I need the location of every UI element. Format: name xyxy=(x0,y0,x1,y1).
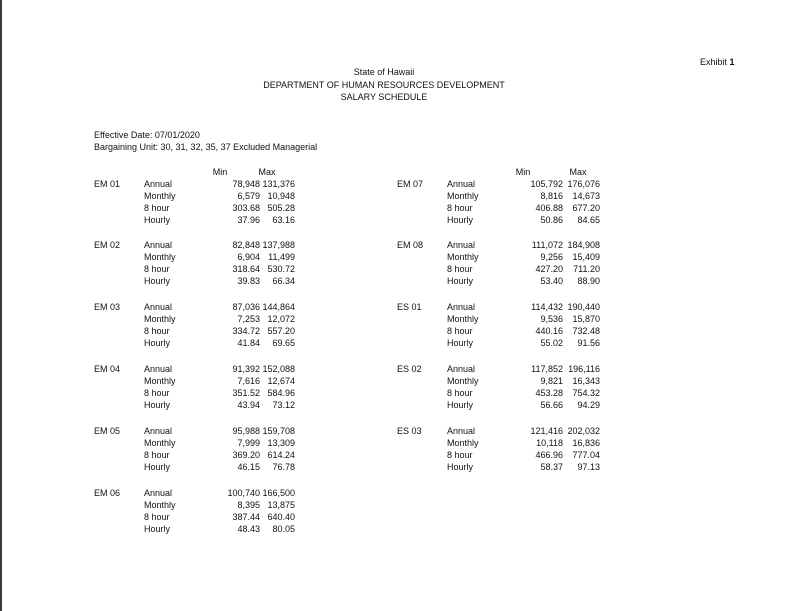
min-value: 6,904 xyxy=(237,252,260,262)
salary-row xyxy=(397,438,657,450)
bargaining-unit: Bargaining Unit: 30, 31, 32, 35, 37 Excluded Managerial xyxy=(94,142,318,152)
min-value: 121,416 xyxy=(530,426,563,436)
salary-row xyxy=(94,302,354,314)
max-value: 152,088 xyxy=(262,364,295,374)
min-value: 114,432 xyxy=(531,302,563,312)
min-value: 334.72 xyxy=(232,326,260,336)
max-value: 76.78 xyxy=(272,462,295,472)
rate-type-label: Hourly xyxy=(144,524,171,534)
salary-row xyxy=(94,524,354,536)
salary-row xyxy=(94,338,354,350)
max-value: 137,988 xyxy=(262,240,295,250)
max-value: 73.12 xyxy=(272,400,295,410)
salary-row xyxy=(397,326,657,338)
header-schedule-title: SALARY SCHEDULE xyxy=(340,92,428,102)
salary-block xyxy=(94,488,354,548)
max-value: 557.20 xyxy=(267,326,295,336)
salary-row xyxy=(94,450,354,462)
max-value: 754.32 xyxy=(572,388,600,398)
max-value: 202,032 xyxy=(567,426,600,436)
max-value: 16,343 xyxy=(572,376,600,386)
rate-type-label: Annual xyxy=(447,240,476,250)
rate-type-label: 8 hour xyxy=(447,203,473,213)
min-value: 351.52 xyxy=(232,388,260,398)
exhibit-number: 1 xyxy=(729,57,735,67)
salary-row xyxy=(94,276,354,288)
salary-row xyxy=(94,252,354,264)
salary-block xyxy=(94,302,354,362)
min-value: 56.66 xyxy=(540,400,563,410)
max-value: 13,875 xyxy=(267,500,295,510)
max-value: 196,116 xyxy=(568,364,600,374)
salary-row xyxy=(397,338,657,350)
header-state: State of Hawaii xyxy=(353,67,415,77)
rate-type-label: 8 hour xyxy=(447,388,473,398)
min-value: 10,118 xyxy=(536,438,563,448)
rate-type-label: 8 hour xyxy=(447,264,473,274)
min-value: 9,536 xyxy=(540,314,563,324)
rate-type-label: 8 hour xyxy=(144,326,170,336)
min-value: 41.84 xyxy=(237,338,260,348)
max-value: 159,708 xyxy=(262,426,295,436)
max-value: 732.48 xyxy=(572,326,600,336)
pay-grade-code: EM 05 xyxy=(94,426,121,436)
rate-type-label: 8 hour xyxy=(144,450,170,460)
salary-block xyxy=(397,179,657,239)
max-value: 131,376 xyxy=(262,179,295,189)
salary-row xyxy=(94,215,354,227)
salary-row xyxy=(397,203,657,215)
salary-row xyxy=(397,179,657,191)
salary-row xyxy=(397,426,657,438)
rate-type-label: Annual xyxy=(144,426,173,436)
rate-type-label: Monthly xyxy=(144,438,176,448)
rate-type-label: Annual xyxy=(447,302,476,312)
salary-row xyxy=(94,179,354,191)
max-value: 166,500 xyxy=(262,488,295,498)
min-value: 53.40 xyxy=(540,276,563,286)
min-value: 117,852 xyxy=(531,364,563,374)
max-value: 69.65 xyxy=(272,338,295,348)
min-value: 9,821 xyxy=(540,376,563,386)
max-value: 63.16 xyxy=(272,215,295,225)
max-value: 12,674 xyxy=(267,376,295,386)
left-max-header: Max xyxy=(258,167,276,177)
min-value: 303.68 xyxy=(232,203,260,213)
salary-row xyxy=(397,191,657,203)
max-value: 13,309 xyxy=(267,438,295,448)
rate-type-label: Monthly xyxy=(144,252,176,262)
pay-grade-code: EM 06 xyxy=(94,488,121,498)
salary-row xyxy=(397,364,657,376)
salary-block xyxy=(397,426,657,486)
max-value: 12,072 xyxy=(267,314,295,324)
min-value: 7,253 xyxy=(237,314,260,324)
right-max-header: Max xyxy=(569,167,587,177)
min-value: 43.94 xyxy=(237,400,260,410)
max-value: 14,673 xyxy=(572,191,600,201)
max-value: 15,409 xyxy=(572,252,600,262)
min-value: 50.86 xyxy=(540,215,563,225)
min-value: 8,395 xyxy=(237,500,260,510)
max-value: 530.72 xyxy=(267,264,295,274)
pay-grade-code: EM 07 xyxy=(397,179,424,189)
rate-type-label: 8 hour xyxy=(144,264,170,274)
salary-row xyxy=(397,252,657,264)
min-value: 440.16 xyxy=(535,326,563,336)
rate-type-label: Monthly xyxy=(144,314,176,324)
min-value: 82,848 xyxy=(232,240,260,250)
salary-row xyxy=(94,512,354,524)
rate-type-label: Hourly xyxy=(447,338,474,348)
max-value: 640.40 xyxy=(267,512,295,522)
effective-date: Effective Date: 07/01/2020 xyxy=(94,130,200,140)
salary-row xyxy=(397,215,657,227)
salary-row xyxy=(94,388,354,400)
max-value: 10,948 xyxy=(267,191,295,201)
exhibit-label xyxy=(700,57,735,67)
min-value: 8,816 xyxy=(540,191,563,201)
rate-type-label: Monthly xyxy=(144,376,176,386)
max-value: 80.05 xyxy=(272,524,295,534)
salary-row xyxy=(397,264,657,276)
rate-type-label: Monthly xyxy=(447,252,479,262)
rate-type-label: Monthly xyxy=(447,438,479,448)
min-value: 58.37 xyxy=(540,462,563,472)
min-value: 111,072 xyxy=(531,240,563,250)
pay-grade-code: EM 04 xyxy=(94,364,121,374)
rate-type-label: 8 hour xyxy=(447,326,473,336)
salary-row xyxy=(94,314,354,326)
max-value: 614.24 xyxy=(267,450,295,460)
salary-row xyxy=(94,376,354,388)
pay-grade-code: ES 02 xyxy=(397,364,422,374)
min-value: 48.43 xyxy=(237,524,260,534)
max-value: 16,836 xyxy=(572,438,600,448)
pay-grade-code: ES 03 xyxy=(397,426,422,436)
max-value: 84.65 xyxy=(577,215,600,225)
max-value: 777.04 xyxy=(572,450,600,460)
max-value: 88.90 xyxy=(577,276,600,286)
salary-row xyxy=(94,426,354,438)
salary-row xyxy=(94,488,354,500)
max-value: 176,076 xyxy=(567,179,600,189)
min-value: 369.20 xyxy=(232,450,260,460)
salary-row xyxy=(397,276,657,288)
salary-row xyxy=(94,191,354,203)
salary-row xyxy=(94,240,354,252)
min-value: 91,392 xyxy=(232,364,260,374)
salary-row xyxy=(397,240,657,252)
salary-block xyxy=(397,364,657,424)
min-value: 78,948 xyxy=(232,179,260,189)
right-min-header: Min xyxy=(515,167,531,177)
rate-type-label: Monthly xyxy=(144,500,176,510)
pay-grade-code: EM 08 xyxy=(397,240,424,250)
rate-type-label: Hourly xyxy=(447,215,474,225)
max-value: 184,908 xyxy=(567,240,600,250)
min-value: 453.28 xyxy=(535,388,563,398)
min-value: 46.15 xyxy=(237,462,260,472)
min-value: 406.88 xyxy=(535,203,563,213)
rate-type-label: Monthly xyxy=(447,191,479,201)
rate-type-label: 8 hour xyxy=(144,512,170,522)
salary-block xyxy=(397,302,657,362)
salary-block xyxy=(94,426,354,486)
min-value: 105,792 xyxy=(530,179,563,189)
min-value: 100,740 xyxy=(227,488,260,498)
max-value: 66.34 xyxy=(272,276,295,286)
rate-type-label: Annual xyxy=(144,302,173,312)
rate-type-label: Monthly xyxy=(447,314,479,324)
min-value: 55.02 xyxy=(540,338,563,348)
salary-row xyxy=(397,388,657,400)
salary-row xyxy=(94,438,354,450)
max-value: 190,440 xyxy=(567,302,600,312)
salary-block xyxy=(94,179,354,239)
max-value: 584.96 xyxy=(267,388,295,398)
rate-type-label: Annual xyxy=(447,179,476,189)
pay-grade-code: EM 01 xyxy=(94,179,121,189)
min-value: 318.64 xyxy=(232,264,260,274)
rate-type-label: Hourly xyxy=(144,338,171,348)
rate-type-label: 8 hour xyxy=(144,203,170,213)
rate-type-label: 8 hour xyxy=(447,450,473,460)
rate-type-label: Annual xyxy=(447,426,476,436)
header-department: DEPARTMENT OF HUMAN RESOURCES DEVELOPMENT xyxy=(263,80,505,90)
max-value: 97.13 xyxy=(577,462,600,472)
min-value: 427.20 xyxy=(535,264,563,274)
salary-row xyxy=(397,400,657,412)
salary-row xyxy=(397,450,657,462)
rate-type-label: 8 hour xyxy=(144,388,170,398)
exhibit-text: Exhibit xyxy=(700,57,728,67)
salary-row xyxy=(94,203,354,215)
rate-type-label: Annual xyxy=(144,488,173,498)
min-value: 7,999 xyxy=(237,438,260,448)
salary-row xyxy=(94,364,354,376)
salary-row xyxy=(397,376,657,388)
salary-row xyxy=(397,302,657,314)
page-left-border xyxy=(0,0,2,611)
min-value: 9,256 xyxy=(540,252,563,262)
pay-grade-code: EM 02 xyxy=(94,240,121,250)
min-value: 87,036 xyxy=(232,302,260,312)
max-value: 94.29 xyxy=(577,400,600,410)
min-value: 39.83 xyxy=(237,276,260,286)
min-value: 95,988 xyxy=(232,426,260,436)
salary-row xyxy=(94,500,354,512)
salary-row xyxy=(397,462,657,474)
min-value: 37.96 xyxy=(237,215,260,225)
max-value: 505.28 xyxy=(267,203,295,213)
left-min-header: Min xyxy=(212,167,228,177)
rate-type-label: Hourly xyxy=(144,276,171,286)
rate-type-label: Annual xyxy=(447,364,476,374)
salary-block xyxy=(94,364,354,424)
min-value: 466.96 xyxy=(535,450,563,460)
max-value: 144,864 xyxy=(262,302,295,312)
rate-type-label: Hourly xyxy=(447,276,474,286)
min-value: 387.44 xyxy=(232,512,260,522)
salary-block xyxy=(397,240,657,300)
rate-type-label: Annual xyxy=(144,179,173,189)
max-value: 11,499 xyxy=(268,252,295,262)
salary-row xyxy=(94,400,354,412)
rate-type-label: Hourly xyxy=(144,400,171,410)
rate-type-label: Hourly xyxy=(447,462,474,472)
rate-type-label: Monthly xyxy=(447,376,479,386)
salary-row xyxy=(94,462,354,474)
salary-row xyxy=(397,314,657,326)
rate-type-label: Annual xyxy=(144,240,173,250)
min-value: 7,616 xyxy=(237,376,260,386)
rate-type-label: Hourly xyxy=(447,400,474,410)
salary-block xyxy=(94,240,354,300)
rate-type-label: Hourly xyxy=(144,462,171,472)
max-value: 711.20 xyxy=(573,264,600,274)
max-value: 91.56 xyxy=(577,338,600,348)
rate-type-label: Annual xyxy=(144,364,173,374)
pay-grade-code: EM 03 xyxy=(94,302,121,312)
max-value: 677.20 xyxy=(572,203,600,213)
min-value: 6,579 xyxy=(237,191,260,201)
rate-type-label: Hourly xyxy=(144,215,171,225)
salary-row xyxy=(94,326,354,338)
salary-row xyxy=(94,264,354,276)
rate-type-label: Monthly xyxy=(144,191,176,201)
pay-grade-code: ES 01 xyxy=(397,302,422,312)
max-value: 15,870 xyxy=(572,314,600,324)
